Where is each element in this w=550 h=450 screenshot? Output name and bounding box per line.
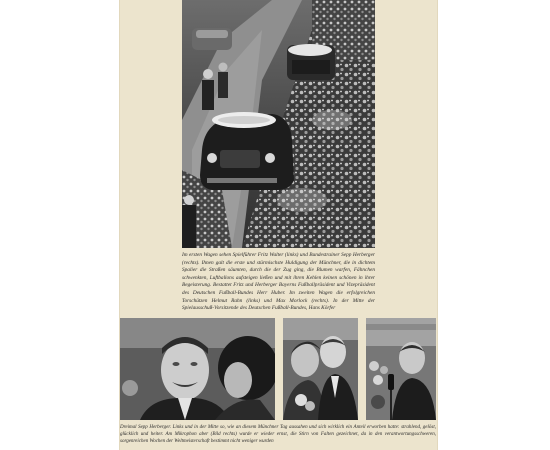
main-photo-caption: Im ersten Wagen sehen Spielführer Fritz Walter (links) und Bundestrainer Sepp Herberger (rechts). Ihnen galt die erste und stürmischste Huldigung der Münchner, die in dichtem Spalier die Straßen säumten, durch die der Zug ging, die Blumen warfen, Fähnchen schwenkten, Luftballons aufsteigen ließen und mit ihren Kehlen keinen schönen in ihrer Begeisterung. Bestattet Fritz und Herberger Bayerns Fußballpräsident und Vizepräsident des Deutschen Fußball-Bundes Herr Huber. Im zweiten Wagen die erfolgreichen Torschützen Helmut Rahn (links) und Max Morlock (rechts). In der Mitte der Spielausschuß-Vorsitzende des Deutschen Fußball-Bundes, Hans Körfer: [182, 252, 375, 312]
bottom-photos-caption: Dreimal Sepp Herberger. Links und in der Mitte so, wie an diesem Münchner Tag aussahen und sich wirklich ein Anteil erworben hatte: strahlend, gelöst, glücklich und heiter. Am Mikrophon aber (Bild rechts) wurde er wieder ernst, die Stirn von Falten gezeichnet, da in den verantwortungsschweren, sorgenreichen Wochen der Weltmeisterschaft bestimmt nicht weniger wurden: [120, 425, 436, 445]
parade-photo: [182, 0, 375, 248]
herberger-microphone-photo: [366, 318, 436, 420]
herberger-hug-photo: [283, 318, 358, 420]
herberger-smiling-photo: [120, 318, 275, 420]
